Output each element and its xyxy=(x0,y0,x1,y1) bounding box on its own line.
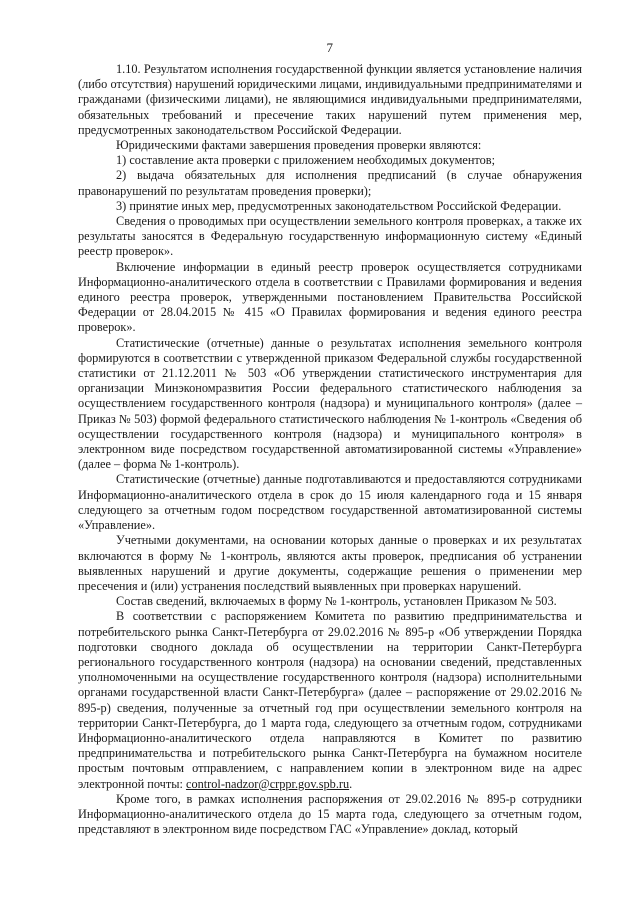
paragraph-statistics: Статистические (отчетные) данные о результатах исполнения земельного контроля формируются в соответствии с утвержденной приказом Федеральной службы государственной статистики от 21.12.2011 № 503 «Об утверждении статистического инструментария для организации Минэкономразвития России федерального статистического наблюдения за осуществлением государственного контроля (надзора) и муниципального контроля» (далее – Приказ № 503) формой федерального статистического наблюдения № 1-контроль «Сведения об осуществлении государственного контроля (надзора) и муниципального контроля» в электронном виде посредством государственной автоматизированной системы «Управление» (далее – форма № 1-контроль). xyxy=(78,335,582,472)
paragraph-registry-inclusion: Включение информации в единый реестр проверок осуществляется сотрудниками Информационно-аналитического отдела в соответствии с Правилами формирования и ведения единого реестра проверок, утвержденными постановлением Правительства Российской Федерации от 28.04.2015 № 415 «О Правилах формирования и ведения единого реестра проверок». xyxy=(78,259,582,335)
paragraph-accounting-documents: Учетными документами, на основании которых данные о проверках и их результатах включаются в форму № 1-контроль, являются акты проверок, предписания об устранении выявленных нарушений и другие документы, содержащие решения о применении мер пресечения и (или) устранения последствий выявленных при проверках нарушений. xyxy=(78,533,582,593)
paragraph-statistics-deadlines: Статистические (отчетные) данные подготавливаются и предоставляются сотрудниками Информационно-аналитического отдела в срок до 15 июля календарного года и 15 января следующего за отчетным годом посредством государственной автоматизированной системы «Управление». xyxy=(78,472,582,533)
paragraph-registry: Сведения о проводимых при осуществлении земельного контроля проверках, а также их результаты заносятся в Федеральную государственную информационную систему «Единый реестр проверок». xyxy=(78,214,582,259)
paragraph-result: 1.10. Результатом исполнения государственной функции является установление наличия (либо отсутствия) нарушений юридическими лицами, индивидуальными предпринимателями и гражданами (физическими лицами), не являющимися индивидуальными предпринимателями, обязательных требований и пресечение таких нарушений путем применения мер, предусмотренных законодательством Российской Федерации. xyxy=(78,62,582,137)
page-number: 7 xyxy=(326,40,334,55)
email-suffix: . xyxy=(349,776,353,791)
paragraph-report: Кроме того, в рамках исполнения распоряжения от 29.02.2016 № 895-р сотрудники Информационно-аналитического отдела до 15 марта года, следующего за отчетным годом, представляют в электронном виде посредством ГАС «Управление» доклад, который xyxy=(78,791,582,837)
email-link[interactable]: control-nadzor@crppr.gov.spb.ru xyxy=(185,776,350,791)
paragraph-form-composition: Состав сведений, включаемых в форму № 1-контроль, установлен Приказом № 503. xyxy=(116,594,557,609)
paragraph-committee-order xyxy=(78,609,582,791)
list-item-1: 1) составление акта проверки с приложением необходимых документов; xyxy=(116,153,496,168)
list-item-3: 3) принятие иных мер, предусмотренных законодательством Российской Федерации. xyxy=(116,198,562,213)
document-body xyxy=(78,62,582,837)
paragraph-legal-facts: Юридическими фактами завершения проведения проверки являются: xyxy=(116,138,482,153)
committee-order-text: В соответствии с распоряжением Комитета по развитию предпринимательства и потребительского рынка Санкт-Петербурга от 29.02.2016 № 895-р «Об утверждении Порядка подготовки сводного доклада об осуществлении на территории Санкт-Петербурга регионального государственного контроля (надзора) на основании сведений, представленных уполномоченными на осуществление государственного контроля (надзора) исполнительными органами государственной власти Санкт-Петербурга» (далее – распоряжение от 29.02.2016 № 895-р) сведения, полученные за отчетный год при осуществлении земельного контроля на территории Санкт-Петербурга, до 1 марта года, следующего за отчетным годом, сотрудниками Информационно-аналитического отдела направляются в Комитет по развитию предпринимательства и потребительского рынка Санкт-Петербурга на бумажном носителе простым почтовым отправлением, с направлением копии в электронном виде на адрес электронной почты: xyxy=(78,609,582,791)
list-item-2: 2) выдача обязательных для исполнения предписаний (в случае обнаружения правонарушений по результатам проведения проверки); xyxy=(78,168,582,198)
